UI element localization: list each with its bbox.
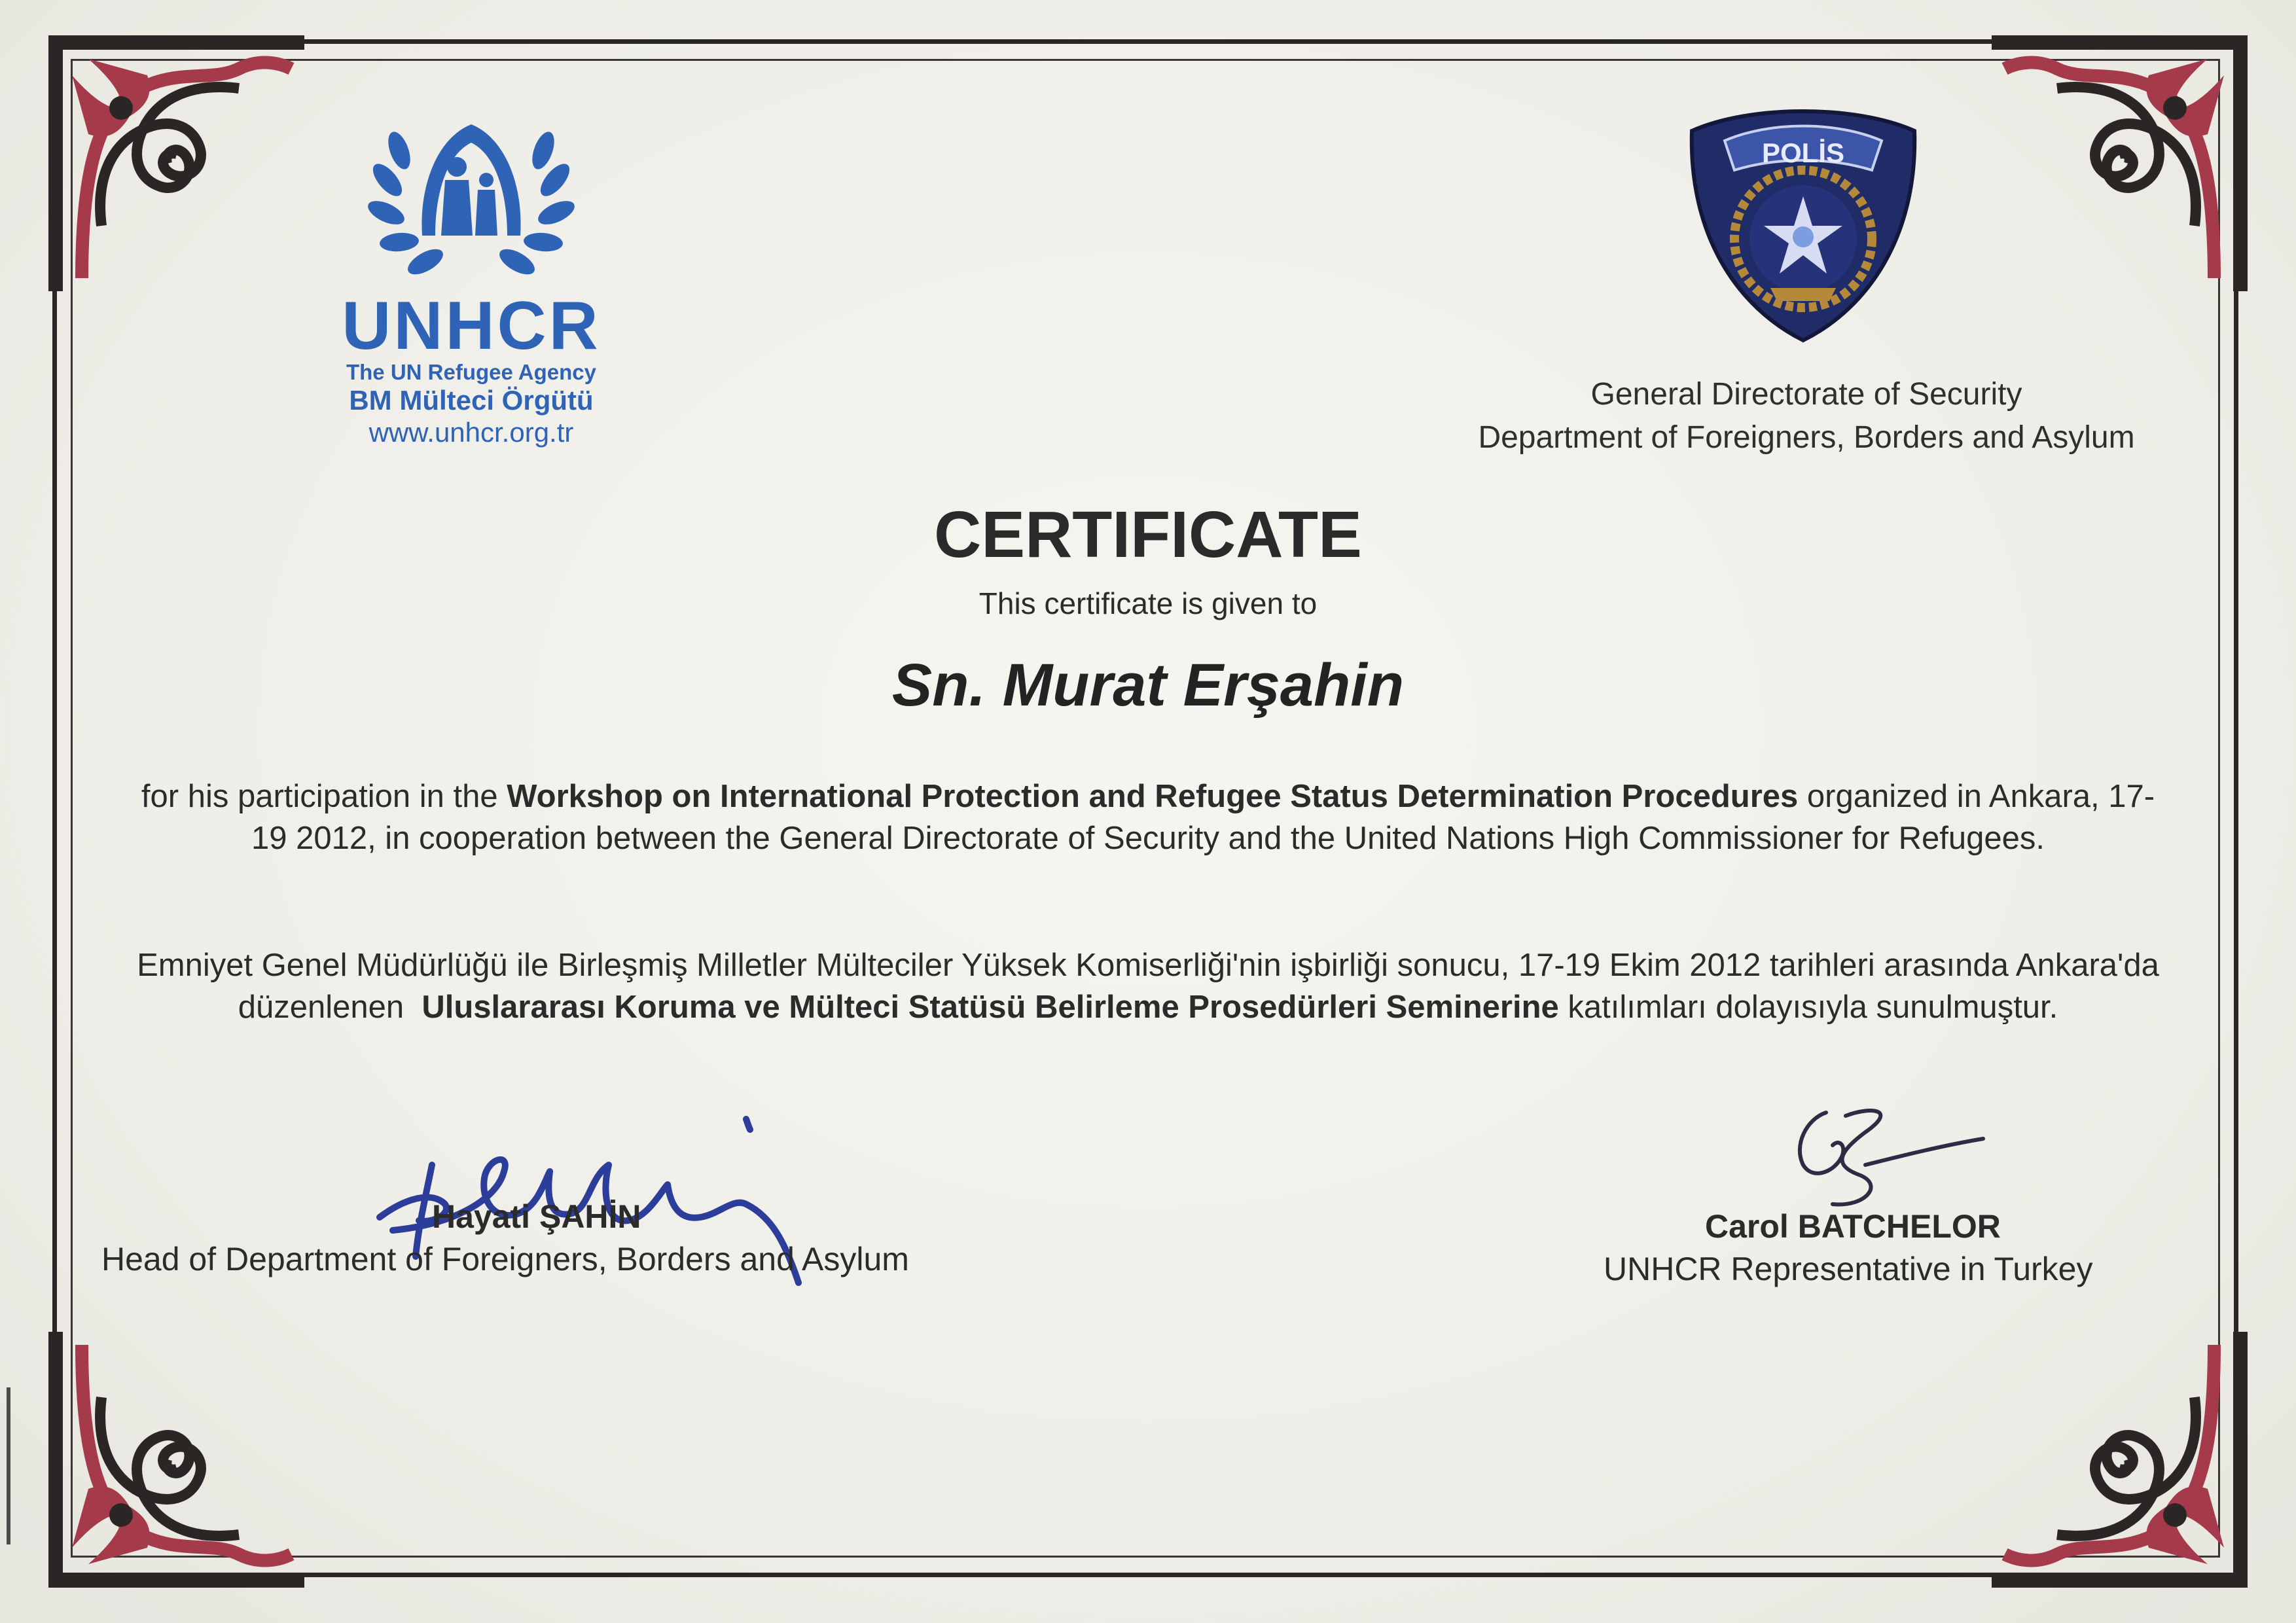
police-badge-label: POLİS bbox=[1761, 137, 1845, 168]
police-badge-icon bbox=[1672, 92, 1934, 353]
unhcr-name: UNHCR bbox=[342, 288, 601, 364]
corner-ornament-top-left bbox=[43, 29, 317, 304]
unhcr-tagline-tr: BM Mülteci Örgütü bbox=[349, 384, 594, 416]
unhcr-url: www.unhcr.org.tr bbox=[368, 417, 574, 448]
corner-ornament-bottom-right bbox=[1979, 1319, 2253, 1594]
corner-ornament-bottom-left bbox=[43, 1319, 317, 1594]
certificate-title: CERTIFICATE bbox=[934, 498, 1362, 571]
english-text-pre: for his participation in the bbox=[141, 779, 507, 814]
given-to-text: This certificate is given to bbox=[978, 586, 1318, 620]
signatory-left-name: Hayati ŞAHİN bbox=[432, 1198, 641, 1235]
english-workshop-title: Workshop on International Protection and Refugee Status Determination Procedures bbox=[507, 779, 1799, 814]
turkish-seminar-title: Uluslararası Koruma ve Mülteci Statüsü Belirleme Prosedürleri Seminerine bbox=[422, 990, 1559, 1025]
english-paragraph bbox=[131, 776, 2165, 859]
issuer-line-1: General Directorate of Security bbox=[1590, 377, 2022, 412]
issuer-line-2: Department of Foreigners, Borders and Asylum bbox=[1478, 420, 2135, 455]
turkish-text-post: katılımları dolayısıyla sunulmuştur. bbox=[1558, 990, 2058, 1025]
signatory-right-role: UNHCR Representative in Turkey bbox=[1604, 1251, 2093, 1287]
corner-ornament-top-right bbox=[1979, 29, 2253, 304]
unhcr-emblem-icon bbox=[360, 105, 583, 288]
recipient-name: Sn. Murat Erşahin bbox=[891, 652, 1405, 719]
unhcr-tagline-en: The UN Refugee Agency bbox=[346, 360, 596, 384]
issuer-block bbox=[1414, 373, 2199, 459]
turkish-paragraph bbox=[131, 944, 2168, 1028]
signatory-left-role: Head of Department of Foreigners, Borders and Asylum bbox=[101, 1241, 909, 1277]
signatory-right-name: Carol BATCHELOR bbox=[1705, 1208, 2001, 1245]
paper-edge-shadow bbox=[7, 1387, 10, 1544]
turkish-text-pre: Emniyet Genel Müdürlüğü ile Birleşmiş Milletler Mülteciler Yüksek Komiserliği'nin işbirliği sonucu, 17-19 Ekim 2012 tarihleri arasında Ankara'da düzenlenen bbox=[137, 948, 2168, 1025]
handwritten-signature-right bbox=[1767, 1093, 1996, 1217]
unhcr-logo bbox=[321, 105, 622, 450]
english-text-post: organized in Ankara, 17-19 2012, in cooperation between the General Directorate of Security and the United Nations High Commissioner for Refugees. bbox=[251, 779, 2155, 856]
